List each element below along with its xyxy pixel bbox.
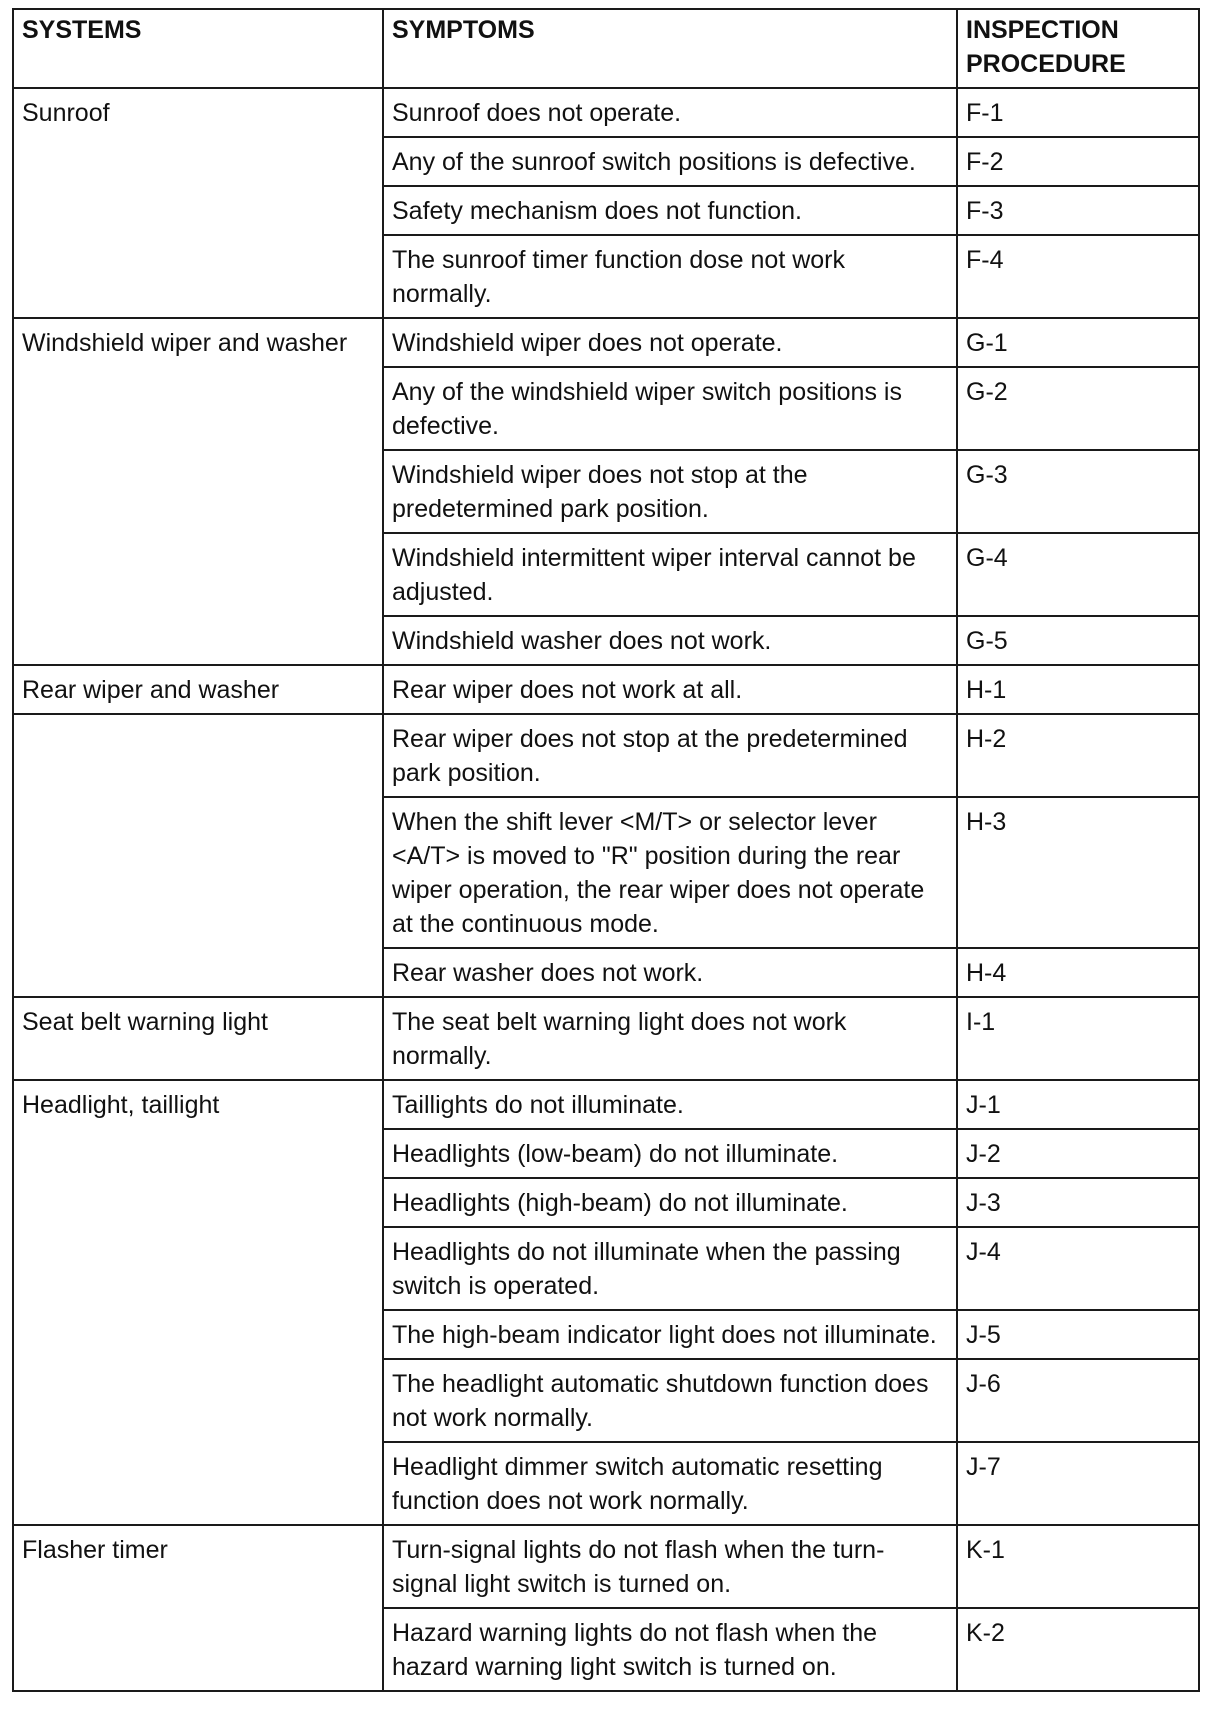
system-cell: Flasher timer — [13, 1525, 383, 1691]
procedure-cell: G-3 — [957, 450, 1199, 533]
procedure-cell: H-1 — [957, 665, 1199, 714]
system-cell: Seat belt warning light — [13, 997, 383, 1080]
symptom-cell: Any of the sunroof switch positions is defective. — [383, 137, 957, 186]
symptom-cell: The seat belt warning light does not work normally. — [383, 997, 957, 1080]
procedure-cell: J-2 — [957, 1129, 1199, 1178]
symptom-cell: Safety mechanism does not function. — [383, 186, 957, 235]
symptom-cell: Hazard warning lights do not flash when the hazard warning light switch is turned on. — [383, 1608, 957, 1691]
header-procedure-line2: PROCEDURE — [966, 50, 1126, 78]
procedure-cell: G-1 — [957, 318, 1199, 367]
symptom-cell: Rear washer does not work. — [383, 948, 957, 997]
symptom-cell: The high-beam indicator light does not illuminate. — [383, 1310, 957, 1359]
procedure-cell: K-1 — [957, 1525, 1199, 1608]
procedure-cell: H-3 — [957, 797, 1199, 948]
procedure-cell: J-1 — [957, 1080, 1199, 1129]
table-body — [13, 88, 1199, 1691]
symptom-cell: Taillights do not illuminate. — [383, 1080, 957, 1129]
procedure-cell: F-2 — [957, 137, 1199, 186]
symptom-cell: Headlights (low-beam) do not illuminate. — [383, 1129, 957, 1178]
procedure-cell: I-1 — [957, 997, 1199, 1080]
header-systems: SYSTEMS — [13, 9, 383, 88]
procedure-cell: G-4 — [957, 533, 1199, 616]
table-row — [13, 714, 1199, 797]
header-inspection-procedure — [957, 9, 1199, 88]
symptom-cell: Sunroof does not operate. — [383, 88, 957, 137]
table-row — [13, 665, 1199, 714]
procedure-cell: K-2 — [957, 1608, 1199, 1691]
procedure-cell: J-7 — [957, 1442, 1199, 1525]
procedure-cell: J-5 — [957, 1310, 1199, 1359]
procedure-cell: H-2 — [957, 714, 1199, 797]
symptom-cell: Headlight dimmer switch automatic resetting function does not work normally. — [383, 1442, 957, 1525]
system-cell: Sunroof — [13, 88, 383, 318]
symptom-cell: The sunroof timer function dose not work normally. — [383, 235, 957, 318]
symptom-table — [12, 8, 1200, 1692]
procedure-cell: J-4 — [957, 1227, 1199, 1310]
procedure-cell: F-1 — [957, 88, 1199, 137]
procedure-cell: G-5 — [957, 616, 1199, 665]
table-row — [13, 997, 1199, 1080]
symptom-cell: When the shift lever <M/T> or selector lever <A/T> is moved to "R" position during the rear wiper operation, the rear wiper does not operate at the continuous mode. — [383, 797, 957, 948]
system-cell: Headlight, taillight — [13, 1080, 383, 1525]
table-row — [13, 88, 1199, 137]
symptom-cell: Windshield wiper does not stop at the predetermined park position. — [383, 450, 957, 533]
symptom-cell: Windshield wiper does not operate. — [383, 318, 957, 367]
header-procedure-line1: INSPECTION — [966, 16, 1119, 44]
symptom-cell: The headlight automatic shutdown function does not work normally. — [383, 1359, 957, 1442]
symptom-cell: Headlights do not illuminate when the passing switch is operated. — [383, 1227, 957, 1310]
procedure-cell: J-6 — [957, 1359, 1199, 1442]
procedure-cell: G-2 — [957, 367, 1199, 450]
procedure-cell: F-4 — [957, 235, 1199, 318]
header-symptoms: SYMPTOMS — [383, 9, 957, 88]
system-cell: Rear wiper and washer — [13, 665, 383, 714]
system-cell: Windshield wiper and washer — [13, 318, 383, 665]
procedure-cell: J-3 — [957, 1178, 1199, 1227]
symptom-cell: Rear wiper does not work at all. — [383, 665, 957, 714]
symptom-cell: Any of the windshield wiper switch positions is defective. — [383, 367, 957, 450]
system-cell — [13, 714, 383, 997]
table-row — [13, 1080, 1199, 1129]
table-row — [13, 318, 1199, 367]
symptom-cell: Headlights (high-beam) do not illuminate. — [383, 1178, 957, 1227]
symptom-cell: Turn-signal lights do not flash when the turn-signal light switch is turned on. — [383, 1525, 957, 1608]
symptom-cell: Windshield intermittent wiper interval cannot be adjusted. — [383, 533, 957, 616]
symptom-cell: Windshield washer does not work. — [383, 616, 957, 665]
procedure-cell: H-4 — [957, 948, 1199, 997]
table-row — [13, 1525, 1199, 1608]
header-row — [13, 9, 1199, 88]
symptom-cell: Rear wiper does not stop at the predetermined park position. — [383, 714, 957, 797]
procedure-cell: F-3 — [957, 186, 1199, 235]
